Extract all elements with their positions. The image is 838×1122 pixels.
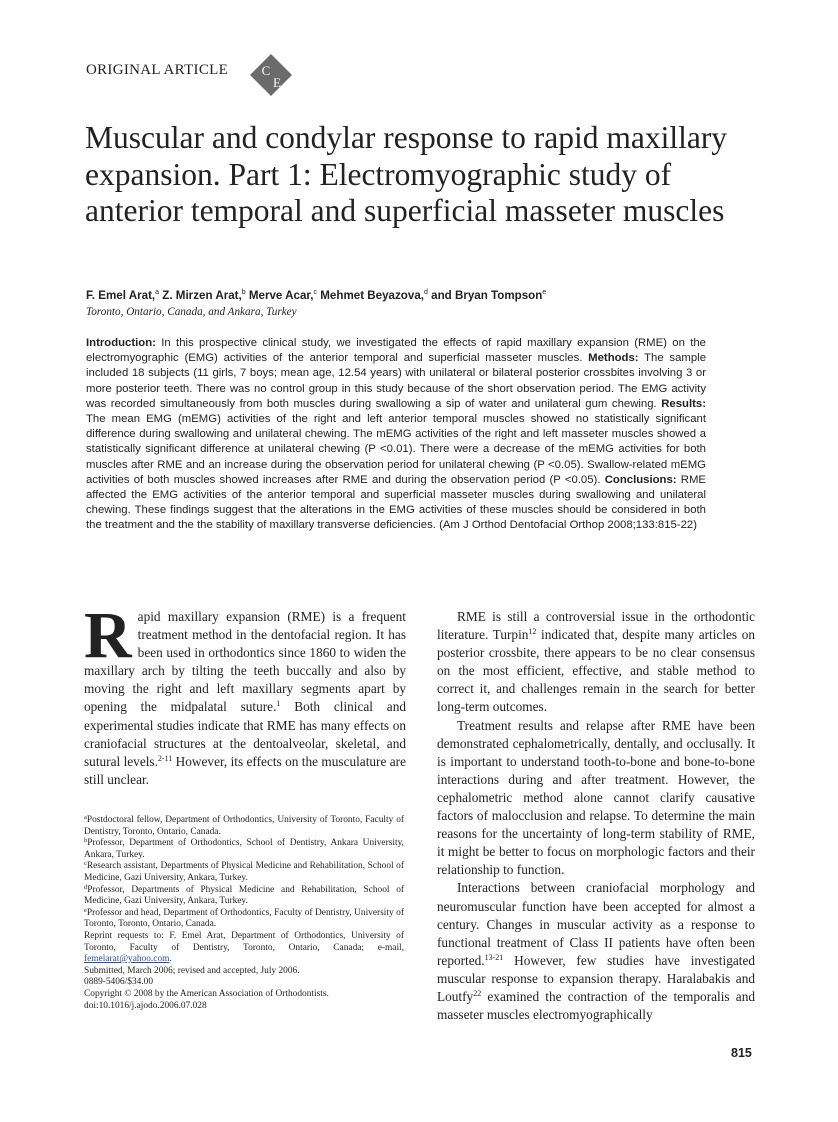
body-text: Interactions between craniofacial morphology and neuromuscular function have been accepted for almost a century. Changes in muscular activity as a response to functional treatment of Class II patients have often been reported. — [437, 880, 755, 968]
body-column-left — [84, 599, 406, 789]
abstract-results-label: Results: — [661, 397, 706, 410]
copyright: Copyright © 2008 by the American Association of Orthodontists. — [84, 988, 329, 999]
ce-badge-c: C — [261, 63, 271, 78]
body-text: However, few studies have investigated muscular response to expansion therapy. Haralabakis and Loutfy — [437, 952, 755, 1004]
footnote-mark: c — [84, 860, 87, 868]
body-text: Both clinical and experimental studies indicate that RME has many effects on craniofacial structures at the dentoalveolar, skeletal, and sutural levels. — [84, 699, 406, 769]
footnote — [84, 908, 404, 931]
body-column-right — [437, 608, 755, 1024]
footnote-text: Postdoctoral fellow, Department of Orthodontics, University of Toronto, Faculty of Dentistry, Toronto, Ontario, Canada. — [84, 815, 404, 837]
body-paragraph — [437, 608, 755, 717]
body-text: RME is still a controversial issue in the orthodontic literature. Turpin — [437, 609, 755, 643]
body-text: indicated that, despite many articles on posterior crossbite, there appears to be no clear consensus on the most efficient, effective, and stable method to correct it, and challenges remain in the search for better long-term outcomes. — [437, 627, 755, 715]
author-affiliation-mark: a — [155, 289, 160, 296]
abstract-methods-label: Methods: — [588, 352, 639, 365]
article-title: Muscular and condylar response to rapid maxillary expansion. Part 1: Electromyographic study of anterior temporal and superficial masseter muscles — [85, 120, 728, 228]
footnote — [84, 815, 404, 838]
author-name: Mehmet Beyazova, — [317, 289, 424, 302]
citation-ref: 2-11 — [157, 753, 173, 763]
abstract — [86, 336, 706, 534]
abstract-results: The mean EMG (mEMG) activities of the right and left anterior temporal muscles showed no statistically significant difference during swallowing and unilateral chewing. The mEMG activities of the right and left masseter muscles showed a statistically significant difference at unilateral chewing (P <0.01). There were a decrease of the mEMG activities for both muscles after RME and an increase during the observation period for unilateral chewing (P <0.05). Swallow-related mEMG activities of both muscles showed increases after RME and during the observation period (P <0.05). — [86, 413, 706, 486]
abstract-methods: The sample included 18 subjects (11 girls, 7 boys; mean age, 12.54 years) with unilateral or bilateral posterior crossbites involving 3 or more posterior teeth. There was no control group in this study because of the short observation period. The EMG activity was recorded simultaneously from both muscles during swallowing a sip of water and unilateral gum chewing. — [86, 352, 707, 410]
author-affiliation-mark: c — [313, 289, 318, 296]
doi: doi:10.1016/j.ajodo.2006.07.028 — [84, 1000, 207, 1011]
footnote-mark: b — [84, 837, 88, 845]
reprint-text: Reprint requests to: F. Emel Arat, Department of Orthodontics, University of Toronto, Faculty of Dentistry, Toronto, Ontario, Canada; e-mail, — [84, 930, 404, 953]
email-link[interactable]: femelarat@yahoo.com — [84, 954, 170, 965]
footnote-text: Professor and head, Department of Orthodontics, Faculty of Dentistry, University of Toronto, Toronto, Ontario, Canada. — [84, 907, 404, 930]
citation-ref: 1 — [276, 699, 281, 709]
footnote — [84, 861, 404, 884]
footnotes — [84, 815, 404, 1012]
article-type-label: ORIGINAL ARTICLE — [86, 62, 229, 78]
footnote — [84, 838, 404, 861]
footnote-mark: e — [84, 906, 87, 914]
body-text: apid maxillary expansion (RME) is a frequent treatment method in the dentofacial region. It has been used in orthodontics since 1860 to widen the maxillary arch by tilting the teeth buccally and also by moving the right and left maxillary segments apart by opening the midpalatal suture. — [84, 609, 406, 715]
body-paragraph: Treatment results and relapse after RME have been demonstrated cephalometrically, dentally, and occlusally. It is important to understand tooth-to-bone and bone-to-bone interactions during and after treatment. However, the cephalometric method alone cannot clarify causative factors of malocclusion and relapse. To determine the main reasons for the uncertainty of long-term stability of RME, it might be better to focus on morphologic factors and their relationship to function. — [437, 717, 755, 878]
reprint-end: . — [169, 954, 172, 965]
footnote-text: Professor, Departments of Physical Medicine and Rehabilitation, School of Medicine, Gazi University, Ankara, Turkey. — [84, 884, 404, 907]
body-paragraph — [84, 599, 406, 789]
author-name: and Bryan Tompson — [427, 289, 543, 302]
abstract-intro-label: Introduction: — [86, 337, 156, 349]
author-name: F. Emel Arat, — [86, 289, 156, 302]
reprint-requests — [84, 931, 404, 966]
abstract-conclusions-label: Conclusions: — [604, 473, 677, 486]
citation-ref: 22 — [473, 988, 482, 998]
author-affiliation-mark: d — [424, 289, 428, 296]
abstract-conclusions: RME affected the EMG activities of the anterior temporal and superficial masseter muscles during swallowing and unilateral chewing. These findings suggest that the alterations in the EMG activities of these muscles should be considered in both the treatment and the the stability of maxillary transverse deficiencies. (Am J Orthod Dentofacial Orthop 2008;133:815-22) — [86, 473, 706, 532]
ce-badge-icon — [249, 53, 293, 97]
author-affiliation-mark: b — [241, 289, 246, 296]
author-list — [86, 289, 546, 302]
footnote-mark: d — [84, 883, 88, 891]
page-number: 815 — [731, 1046, 752, 1060]
citation-ref: 12 — [528, 627, 537, 637]
drop-cap: R — [84, 599, 132, 672]
body-paragraph — [437, 879, 755, 1024]
author-name: Z. Mirzen Arat, — [159, 289, 242, 302]
author-location: Toronto, Ontario, Canada, and Ankara, Turkey — [86, 306, 297, 318]
issn: 0889-5406/$34.00 — [84, 977, 154, 988]
ce-badge-e: E — [273, 75, 281, 90]
footnote-text: Research assistant, Departments of Physical Medicine and Rehabilitation, School of Medicine, Gazi University, Ankara, Turkey. — [84, 861, 404, 883]
footnote-text: Professor, Department of Orthodontics, School of Dentistry, Ankara University, Ankara, Turkey. — [84, 838, 404, 860]
author-name: Merve Acar, — [245, 289, 314, 302]
footnote-mark: a — [84, 814, 87, 821]
abstract-intro: In this prospective clinical study, we investigated the effects of rapid maxillary expansion (RME) on the electromyographic (EMG) activities of the anterior temporal and superficial masseter muscles. — [86, 337, 706, 365]
submission-dates: Submitted, March 2006; revised and accepted, July 2006. — [84, 965, 300, 976]
body-text: examined the contraction of the temporalis and masseter muscles electromyographically — [437, 988, 755, 1023]
author-affiliation-mark: e — [542, 289, 547, 296]
footnote — [84, 885, 404, 908]
citation-ref: 13-21 — [484, 952, 504, 962]
body-text: However, its effects on the musculature are still unclear. — [84, 753, 406, 787]
